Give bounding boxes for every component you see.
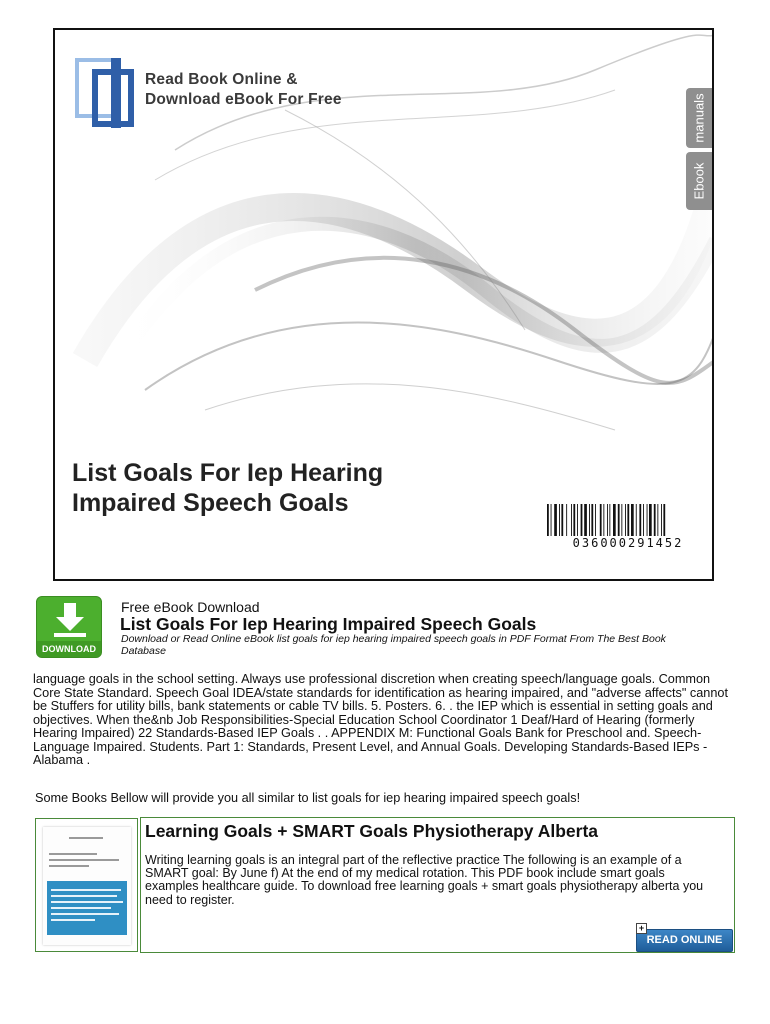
thumb-text-line: [49, 865, 89, 867]
book-thumbnail[interactable]: [35, 818, 138, 952]
thumb-text-line: [51, 919, 95, 921]
card-title[interactable]: Learning Goals + SMART Goals Physiotherapy Alberta: [145, 821, 599, 841]
logo-line-1: Read Book Online &: [145, 71, 298, 88]
tab-ebook-label: Ebook: [691, 162, 707, 200]
book-subtitle: Download or Read Online eBook list goals for iep hearing impaired speech goals in PDF Format From The Best Book Database: [121, 633, 666, 657]
read-online-label: READ ONLINE: [646, 934, 723, 946]
thumb-text-line: [51, 901, 123, 903]
book-cover: [53, 28, 714, 581]
logo-line-2: Download eBook For Free: [145, 91, 342, 108]
cover-title: [72, 458, 383, 518]
logo-text: [145, 70, 342, 110]
free-ebook-label: Free eBook Download: [121, 599, 260, 615]
download-button-label: DOWNLOAD: [37, 641, 101, 657]
thumb-text-line: [51, 889, 121, 891]
cover-title-line-2: Impaired Speech Goals: [72, 489, 349, 517]
thumb-text-line: [49, 853, 97, 855]
download-arrow-icon: [52, 601, 88, 639]
book-logo-icon: [73, 52, 143, 132]
tab-ebook[interactable]: [686, 152, 712, 210]
tab-manuals-label: manuals: [691, 93, 707, 143]
plus-icon: +: [636, 923, 647, 934]
thumb-logo-line: [69, 837, 103, 839]
thumb-text-line: [51, 913, 119, 915]
thumb-text-line: [49, 859, 119, 861]
body-paragraph: language goals in the school setting. Always use professional discretion when creating speech/language goals. Common Core State Standard. Speech Goal IDEA/state standards for identification as hearing impaired, and "adverse affects" cannot be Stuffers for utility bills, bank statements or cable TV bills. 5. Posters. 6. . the IEP which is essential in setting goals and objectives. When the&nb Job Responsibilities-Special Education School Coordinator 1 Deaf/Hard of Hearing (formerly Hearing Impaired) 22 Standards-Based IEP Goals . . APPENDIX M: Functional Goals Bank for Preschool and. Speech-Language Impaired. Students. Part 1: Standards, Present Level, and Annual Goals. Developing Standards-Based IEPs - Alabama .: [33, 672, 729, 767]
read-online-button[interactable]: [636, 923, 733, 952]
thumb-text-line: [51, 907, 111, 909]
book-title: List Goals For Iep Hearing Impaired Speech Goals: [120, 614, 537, 634]
tab-manuals[interactable]: [686, 88, 712, 148]
download-button[interactable]: [36, 596, 102, 658]
cover-title-line-1: List Goals For Iep Hearing: [72, 459, 384, 487]
thumb-text-line: [51, 895, 117, 897]
card-description: Writing learning goals is an integral part of the reflective practice The following is an example of a SMART goal: By June f) At the end of my medical rotation. This PDF book include smart goals examples healthcare guide. To download free learning goals + smart goals physiotherapy alberta you need to register.: [145, 853, 704, 907]
barcode-number: 036000291452: [545, 536, 711, 550]
thumbnail-page: [43, 827, 131, 945]
related-books-intro: Some Books Bellow will provide you all similar to list goals for iep hearing impaired speech goals!: [35, 791, 581, 805]
thumbnail-blue-block: [47, 881, 127, 935]
